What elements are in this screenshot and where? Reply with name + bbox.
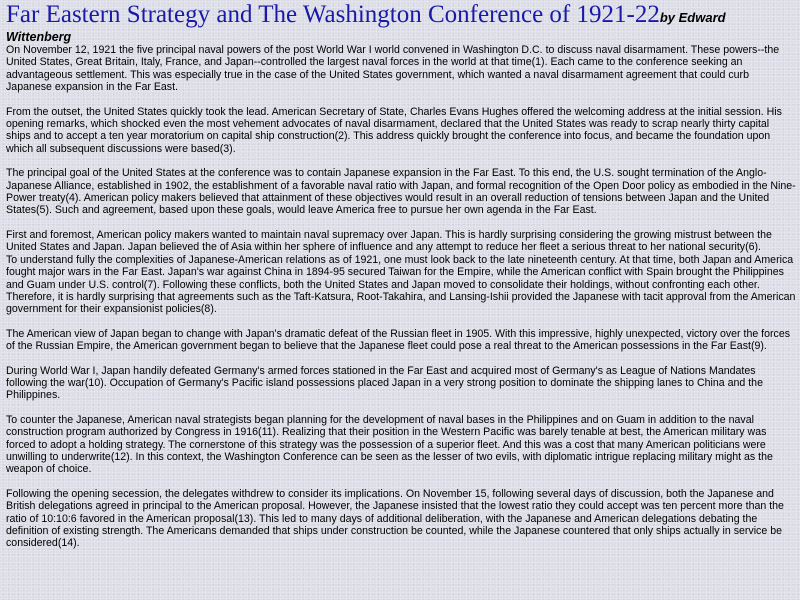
paragraph-3: The principal goal of the United States at the conference was to contain Japanese expansion in the Far East. To this end, the U.S. sought termination of the Anglo-Japanese Alliance, established in 1902, the establishment of a favorable naval ratio with Japan, and formal recognition of the Open Door policy as embodied in the Nine-Power treaty(4). American policy makers believed that attainment of these objectives would result in an overall reduction of tensions between Japan and the United States(5). Such and agreement, based upon these goals, would leave America free to pursue her own agenda in the Far East. [6, 167, 796, 217]
paragraph-9: Following the opening secession, the delegates withdrew to consider its implications. On November 15, following several days of discussion, both the Japanese and British delegations agreed in principal to the American proposal. However, the Japanese insisted that the lowest ratio they could accept was ten percent more than the ratio of 10:10:6 favored in the American proposal(13). This led to many days of additional deliberation, with the Japanese and American delegations debating the definition of existing strength. The Americans demanded that ships under construction be counted, while the Japanese countered that only ships actually in service be considered(14). [6, 487, 784, 550]
paragraph-7: During World War I, Japan handily defeated Germany's armed forces stationed in the Far East and acquired most of Germany's as League of Nations Mandates following the war(10). Occupation of Germany's Pacific island possessions placed Japan in a very strong position to dominate the shipping lanes to China and the Philippines. [6, 364, 763, 402]
byline: by Edward [659, 10, 726, 25]
paragraph-1: On November 12, 1921 the five principal naval powers of the post World War I world convened in Washington D.C. to discuss naval disarmament. These powers--the United States, Great Britain, Italy, France, and Japan--controlled the largest naval forces in the world at that time(1). Each came to the conference seeking an advantageous settlement. This was especially true in the case of the United States government, which wanted a naval disarmament agreement that could curb Japanese expansion in the Far East. [6, 44, 780, 94]
page-title [6, 0, 796, 31]
paragraph-4: First and foremost, American policy makers wanted to maintain naval supremacy over Japan. This is hardly surprising considering the growing mistrust between the United States and Japan. Japan believed the of Asia within her sphere of influence and any attempt to reduce her fleet a serious threat to her national security(6). [6, 228, 772, 254]
paragraph-5: To understand fully the complexities of Japanese-American relations as of 1921, one must look back to the late nineteenth century. At that time, both Japan and America fought major wars in the Far East. Japan's war against China in 1894-95 secured Taiwan for the Empire, while the American conflict with Spain brought the Philippines and Guam under U.S. control(7). Following these conflicts, both the United States and Japan moved to consolidate their holdings, without confronting each other. Therefore, it is hardly surprising that agreements such as the Taft-Katsura, Root-Takahira, and Lansing-Ishii provided the Japanese with tacit approval from the American government for their expansionist policies(8). [6, 253, 796, 316]
title-text: Far Eastern Strategy and The Washington Conference of 1921-22 [6, 1, 660, 28]
byline-continued: Wittenberg [6, 30, 72, 44]
paragraph-6: The American view of Japan began to change with Japan's dramatic defeat of the Russian fleet in 1905. With this impressive, highly unexpected, victory over the forces of the Russian Empire, the American government began to believe that the Japanese fleet could pose a real threat to the American possessions in the Far East(9). [6, 327, 791, 353]
paragraph-8: To counter the Japanese, American naval strategists began planning for the development of naval bases in the Philippines and on Guam in addition to the naval construction program authorized by Congress in 1916(11). Realizing that their position in the Western Pacific was barely tenable at best, the American military was forced to adopt a holding strategy. The cornerstone of this strategy was the possession of a superior fleet. And this was a cost that many American politicians were unwilling to underwrite(12). In this context, the Washington Conference can be seen as the lesser of two evils, with diplomatic intrigue replacing military might as the weapon of choice. [6, 413, 773, 476]
article-body [6, 44, 796, 550]
paragraph-2: From the outset, the United States quickly took the lead. American Secretary of State, Charles Evans Hughes offered the welcoming address at the initial session. His opening remarks, which shocked even the most vehement advocates of naval disarmament, declared that the United States was ready to scrap nearly thirty capital ships and to accept a ten year moratorium on capital ship construction(2). This address quickly brought the conference into focus, and became the foundation upon which all subsequent discussions were based(3). [6, 105, 782, 155]
